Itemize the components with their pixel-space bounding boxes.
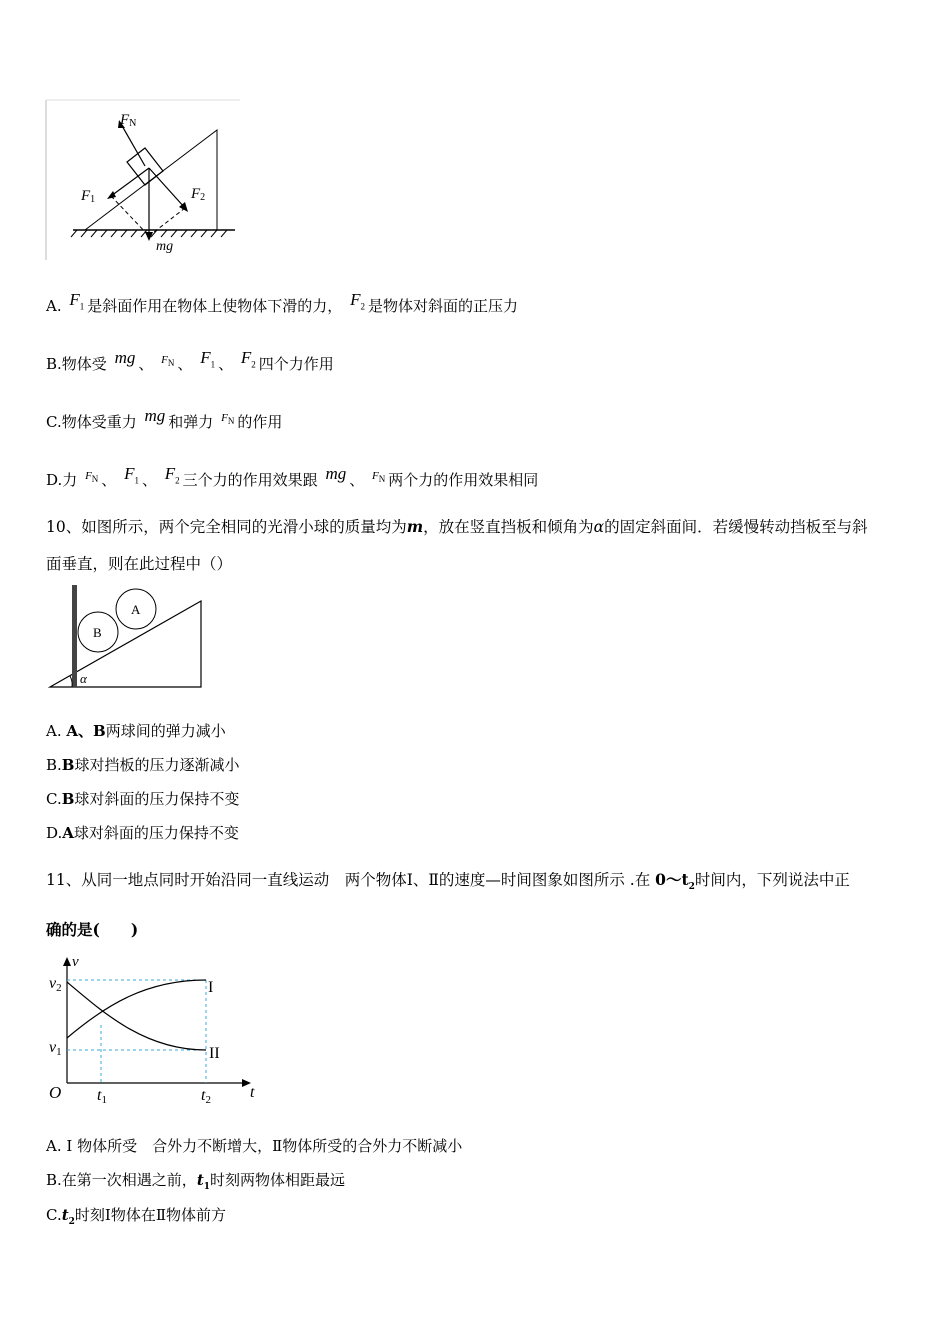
v-axis-label: v xyxy=(72,954,79,970)
q9-option-a: A. $F_1$ 是斜面作用在物体上使物体下滑的力， $F_2$ 是物体对斜面的正压力 xyxy=(46,290,518,315)
v1-label: v1 xyxy=(49,1039,62,1058)
curve-i xyxy=(67,980,206,1038)
q11-stem-line1: 11、从同一地点同时开始沿同一直线运动 两个物体Ⅰ、Ⅱ的速度—时间图象如图所示 .在 $0\sim t_2$时间内，下列说法中正 xyxy=(46,870,850,893)
q11-option-a: A. Ⅰ 物体所受 合外力不断增大，Ⅱ物体所受的合外力不断减小 xyxy=(46,1137,463,1155)
ball-b-label: B xyxy=(93,625,102,640)
q11-option-b: B.在第一次相遇之前，$t_1$时刻两物体相距最远 xyxy=(46,1171,346,1192)
v2-label: v2 xyxy=(49,975,62,994)
t1-label: t1 xyxy=(97,1087,107,1106)
q10-option-a: A. A、B两球间的弹力减小 xyxy=(46,722,226,740)
q10-stem-line1: 10、如图所示，两个完全相同的光滑小球的质量均为m，放在竖直挡板和倾角为α的固定斜面间．若缓慢转动挡板至与斜 xyxy=(46,517,868,536)
ball-a-label: A xyxy=(131,602,141,617)
q9-option-c: C.物体受重力 mg 和弹力 $^{F_N}$ 的作用 xyxy=(46,406,283,431)
f1-symbol: $F_1$ xyxy=(69,290,85,312)
curve-ii-label: II xyxy=(209,1045,220,1062)
incline-force-figure xyxy=(45,98,245,263)
velocity-time-graph xyxy=(46,950,266,1110)
balls-incline-figure xyxy=(46,585,206,690)
q9-option-b: B.物体受 mg 、 $^{F_N}$ 、 $F_1$ 、 $F_2$ 四个力作用 xyxy=(46,348,334,373)
q10-option-c: C.B球对斜面的压力保持不变 xyxy=(46,790,240,808)
origin-label: O xyxy=(49,1083,62,1102)
q10-option-d: D.A球对斜面的压力保持不变 xyxy=(46,824,239,842)
q10-stem-line2: 面垂直，则在此过程中（） xyxy=(46,555,233,573)
f2-label: F2 xyxy=(191,186,206,203)
fn-label: FN xyxy=(120,112,137,129)
angle-alpha-label: α xyxy=(80,671,87,686)
f1-label: F1 xyxy=(81,188,96,205)
q10-option-b: B.B球对挡板的压力逐渐减小 xyxy=(46,756,240,774)
t2-label: t2 xyxy=(201,1087,211,1106)
curve-i-label: I xyxy=(208,979,214,996)
q11-stem-line2: 确的是( ) xyxy=(46,920,139,939)
q9-option-d: D.力 $^{F_N}$ 、 $F_1$ 、 $F_2$ 三个力的作用效果跟 mg 、 $^{F_N}$ 两个力的作用效果相同 xyxy=(46,464,539,489)
q11-option-c: $C.t_2$时刻Ⅰ物体在Ⅱ物体前方 xyxy=(46,1206,227,1227)
mg-label: mg xyxy=(156,239,174,254)
curve-ii xyxy=(67,982,206,1050)
f2-symbol: $F_2$ xyxy=(350,290,365,312)
t-axis-label: t xyxy=(250,1084,255,1101)
